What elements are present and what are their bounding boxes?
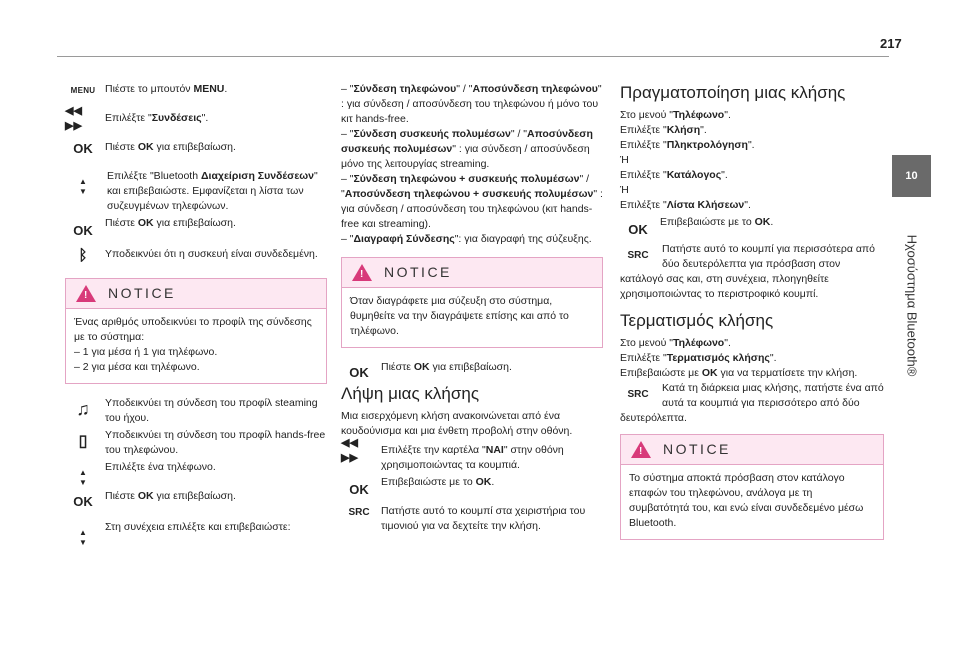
notice-body: Όταν διαγράφετε μια σύζευξη στο σύστημα, θυμηθείτε να την διαγράψετε επίσης και από το τηλέφωνο. (342, 288, 602, 347)
step-handsfree: ▯ Υποδεικνύει τη σύνδεση του προφίλ hands-free του τηλεφώνου. (65, 428, 327, 458)
notice-box (620, 434, 884, 540)
call-line: Στο μενού "Τηλέφωνο". (620, 109, 731, 121)
chapter-title-text: Ηχοσύστημα Bluetooth® (904, 234, 919, 376)
step-connected: ᛒ Υποδεικνύει ότι η συσκευή είναι συνδεδεμένη. (65, 247, 327, 262)
notice-header: ! NOTICE (66, 279, 326, 309)
notice-box (341, 257, 603, 348)
bluetooth-icon: ᛒ (78, 246, 88, 264)
music-note-icon: ♫ (76, 398, 90, 419)
step-steering-accept: SRC Πατήστε αυτό το κουμπί στα χειριστήρια του τιμονιού για να δεχτείτε την κλήση. (341, 504, 603, 534)
step-connections: ◀◀ ▶▶ Επιλέξτε "Συνδέσεις". (65, 105, 209, 132)
notice-body: Ένας αριθμός υποδεικνύει το προφίλ της σύνδεσης με το σύστημα: – 1 για μέσα ή 1 για τηλέφωνο. – 2 για μέσα και τηλέφωνο. (66, 309, 326, 383)
chapter-title (892, 205, 931, 405)
chapter-tab: 10 (892, 155, 931, 197)
step-end-steering: SRC Κατά τη διάρκεια μιας κλήσης, πατήστε ένα από αυτά τα κουμπιά για περισσότερο από δύο δευτερόλεπτα. (620, 382, 884, 424)
src-phone-button-icon: SRC (627, 388, 649, 400)
column-1 (65, 82, 327, 545)
section-heading-make-call: Πραγματοποίηση μιας κλήσης (620, 83, 846, 102)
up-down-arrows-icon: ▲ ▼ (79, 177, 87, 196)
src-phone-button-icon: SRC (348, 506, 370, 518)
notice-header: ! NOTICE (342, 258, 602, 288)
step-ok-1: OK Πιέστε OK για επιβεβαίωση. (65, 140, 327, 155)
call-line: Επιλέξτε "Λίστα Κλήσεων". (620, 199, 751, 211)
call-line: Επιλέξτε "Κλήση". (620, 124, 707, 136)
option-item: – "Σύνδεση τηλεφώνου + συσκευής πολυμέσων" / "Αποσύνδεση τηλεφώνου + συσκευής πολυμέσων" : για σύνδεση / αποσύνδεση του τηλεφώνου (κιτ hands-free και streaming). (341, 173, 603, 230)
step-ok-2: OK Πιέστε OK για επιβεβαίωση. (65, 216, 327, 231)
ok-button-icon: OK (349, 481, 369, 497)
step-menu: MENU Πιέστε το μπουτόν MENU. (65, 82, 327, 97)
notice-body: Το σύστημα αποκτά πρόσβαση στον κατάλογο επαφών του τηλεφώνου, ανάλογα με τη συμβατότητά του, και ενώ είναι συνδεδεμένο μέσω Bluetooth. (621, 465, 883, 539)
ok-button-icon: OK (349, 364, 369, 380)
option-item: – "Διαγραφή Σύνδεσης": για διαγραφή της σύζευξης. (341, 233, 592, 245)
call-line: Επιλέξτε "Πληκτρολόγηση". (620, 139, 755, 151)
warning-icon (631, 441, 651, 458)
receive-call-intro: Μια εισερχόμενη κλήση ανακοινώνεται από ένα κουδούνισμα και μια ένθετη προβολή στην οθόνη. (341, 410, 573, 437)
call-line-or: Ή (620, 184, 629, 196)
step-streaming: ♫ Υποδεικνύει τη σύνδεση του προφίλ steaming του ήχου. (65, 396, 327, 426)
page-number: 217 (880, 36, 902, 51)
step-ok-3: OK Πιέστε OK για επιβεβαίωση. (65, 489, 327, 504)
column-3 (620, 82, 884, 552)
warning-icon (352, 264, 372, 281)
left-right-arrows-icon: ◀◀ ▶▶ (65, 105, 82, 132)
step-ok-4: OK Πιέστε OK για επιβεβαίωση. (341, 360, 603, 375)
phone-icon: ▯ (78, 432, 88, 450)
step-confirm-ok: OK Επιβεβαιώστε με το OK. (341, 475, 603, 490)
up-down-arrows-icon: ▲ ▼ (79, 468, 87, 487)
call-line: Επιλέξτε "Κατάλογος". (620, 169, 728, 181)
step-confirm-call: OK Επιβεβαιώστε με το OK. (620, 215, 884, 230)
section-heading-receive-call: Λήψη μιας κλήσης (341, 384, 480, 403)
up-down-arrows-icon: ▲ ▼ (79, 528, 87, 547)
end-line: Επιβεβαιώστε με OK για να τερματίσετε την κλήση. (620, 367, 858, 379)
end-line: Επιλέξτε "Τερματισμός κλήσης". (620, 352, 777, 364)
ok-button-icon: OK (73, 140, 93, 156)
step-then-select: ▲ ▼ Στη συνέχεια επιλέξτε και επιβεβαιώστε: (65, 520, 327, 535)
call-line-or: Ή (620, 154, 629, 166)
end-line: Στο μενού "Τηλέφωνο". (620, 337, 731, 349)
src-phone-button-icon: SRC (627, 249, 649, 261)
ok-button-icon: OK (73, 222, 93, 238)
top-rule (57, 56, 889, 57)
step-directory: SRC Πατήστε αυτό το κουμπί για περισσότερα από δύο δευτερόλεπτα για πρόσβαση στον κατάλογό σας και, στη συνέχεια, πλοηγηθείτε χρησιμοποιώντας το περιστροφικό κουμπί. (620, 243, 875, 300)
notice-box (65, 278, 327, 384)
step-select-phone: ▲ ▼ Επιλέξτε ένα τηλέφωνο. (65, 460, 327, 475)
option-list (341, 82, 603, 247)
step-select-tab: ◀◀ ▶▶ Επιλέξτε την καρτέλα "ΝΑΙ" στην οθόνη χρησιμοποιώντας τα κουμπιά. (341, 437, 564, 471)
step-bluetooth-manage: ▲ ▼ Επιλέξτε "Bluetooth Διαχείριση Συνδέσεων" και επιβεβαιώστε. Εμφανίζεται η λίστα των συζευγμένων τηλεφώνων. (65, 169, 327, 214)
warning-icon (76, 285, 96, 302)
notice-header: ! NOTICE (621, 435, 883, 465)
left-right-arrows-icon: ◀◀ ▶▶ (341, 437, 358, 464)
menu-button-icon: MENU (70, 85, 96, 95)
section-heading-end-call: Τερματισμός κλήσης (620, 311, 774, 330)
ok-button-icon: OK (628, 221, 648, 237)
option-item: – "Σύνδεση συσκευής πολυμέσων" / "Αποσύνδεση συσκευής πολυμέσων" : για σύνδεση / αποσύνδεση μόνο της λειτουργίας streaming. (341, 128, 593, 170)
ok-button-icon: OK (73, 493, 93, 509)
column-2 (341, 82, 603, 544)
option-item: – "Σύνδεση τηλεφώνου" / "Αποσύνδεση τηλεφώνου" : για σύνδεση / αποσύνδεση του τηλεφώνου ή μόνο του κιτ hands-free. (341, 83, 602, 125)
